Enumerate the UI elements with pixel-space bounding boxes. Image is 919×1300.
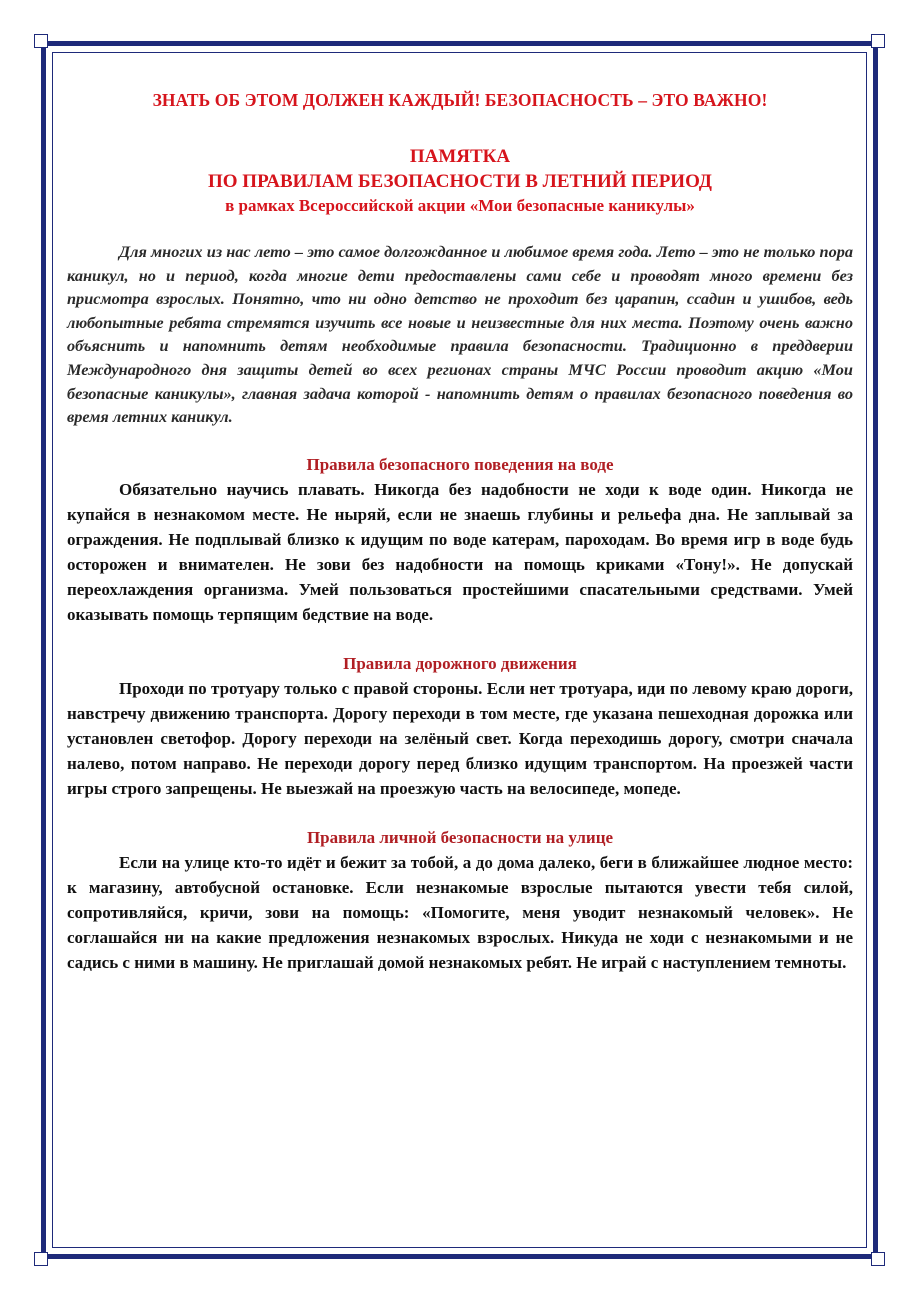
- border-corner-ornament: [34, 1252, 48, 1266]
- slogan: ЗНАТЬ ОБ ЭТОМ ДОЛЖЕН КАЖДЫЙ! БЕЗОПАСНОСТЬ – ЭТО ВАЖНО!: [152, 90, 768, 110]
- section-heading-street: Правила личной безопасности на улице: [306, 827, 614, 847]
- memo-title: ПАМЯТКА: [409, 146, 511, 167]
- border-corner-ornament: [871, 1252, 885, 1266]
- intro-paragraph: Для многих из нас лето – это самое долгожданное и любимое время года. Лето – это не только пора каникул, но и период, когда многие дети предоставлены сами себе и проводят много времени без присмотра взрослых. Понятно, что ни одно детство не проходит без царапин, ссадин и ушибов, ведь любопытные ребята стремятся изучить все новые и неизвестные для них места. Поэтому очень важно объяснить и напомнить детям необходимые правила безопасности. Традиционно в преддверии Международного дня защиты детей во всех регионах страны МЧС России проводит акцию «Мои безопасные каникулы», главная задача которой - напомнить детям о правилах безопасного поведения во время летних каникул.: [67, 242, 853, 427]
- document-body: [67, 90, 853, 1000]
- section-heading-water: Правила безопасного поведения на воде: [306, 454, 614, 474]
- section-traffic: [67, 652, 853, 801]
- border-corner-ornament: [34, 34, 48, 48]
- section-text-water: Обязательно научись плавать. Никогда без надобности не ходи к воде один. Никогда не купайся в незнакомом месте. Не ныряй, если не знаешь глубины и рельефа дна. Не заплывай за ограждения. Не подплывай близко к идущим по воде катерам, пароходам. Во время игр в воде будь осторожен и внимателен. Не зови без надобности на помощь криками «Тону!». Не допускай переохлаждения организма. Умей пользоваться простейшими спасательными средствами. Умей оказывать помощь терпящим бедствие на воде.: [67, 479, 853, 624]
- section-heading-traffic: Правила дорожного движения: [343, 653, 577, 673]
- section-text-street: Если на улице кто-то идёт и бежит за тобой, а до дома далеко, беги в ближайшее людное место: к магазину, автобусной остановке. Если незнакомые взрослые пытаются увести тебя силой, сопротивляйся, кричи, зови на помощь: «Помогите, меня уводит незнакомый человек». Не соглашайся ни на какие предложения незнакомых взрослых. Никуда не ходи с незнакомыми и не садись с ними в машину. Не приглашай домой незнакомых ребят. Не играй с наступлением темноты.: [67, 852, 853, 972]
- border-corner-ornament: [871, 34, 885, 48]
- section-street: [67, 826, 853, 975]
- memo-title-subject: ПО ПРАВИЛАМ БЕЗОПАСНОСТИ В ЛЕТНИЙ ПЕРИОД: [207, 171, 712, 192]
- section-water: [67, 453, 853, 627]
- section-text-traffic: Проходи по тротуару только с правой стороны. Если нет тротуара, иди по левому краю дороги, навстречу движению транспорта. Дорогу переходи в том месте, где указана пешеходная дорожка или установлен светофор. Дорогу переходи на зелёный свет. Когда переходишь дорогу, смотри сначала налево, потом направо. Не переходи дорогу перед близко идущим транспортом. На проезжей части игры строго запрещены. Не выезжай на проезжую часть на велосипеде, мопеде.: [67, 678, 853, 798]
- memo-subtitle: в рамках Всероссийской акции «Мои безопасные каникулы»: [225, 196, 695, 215]
